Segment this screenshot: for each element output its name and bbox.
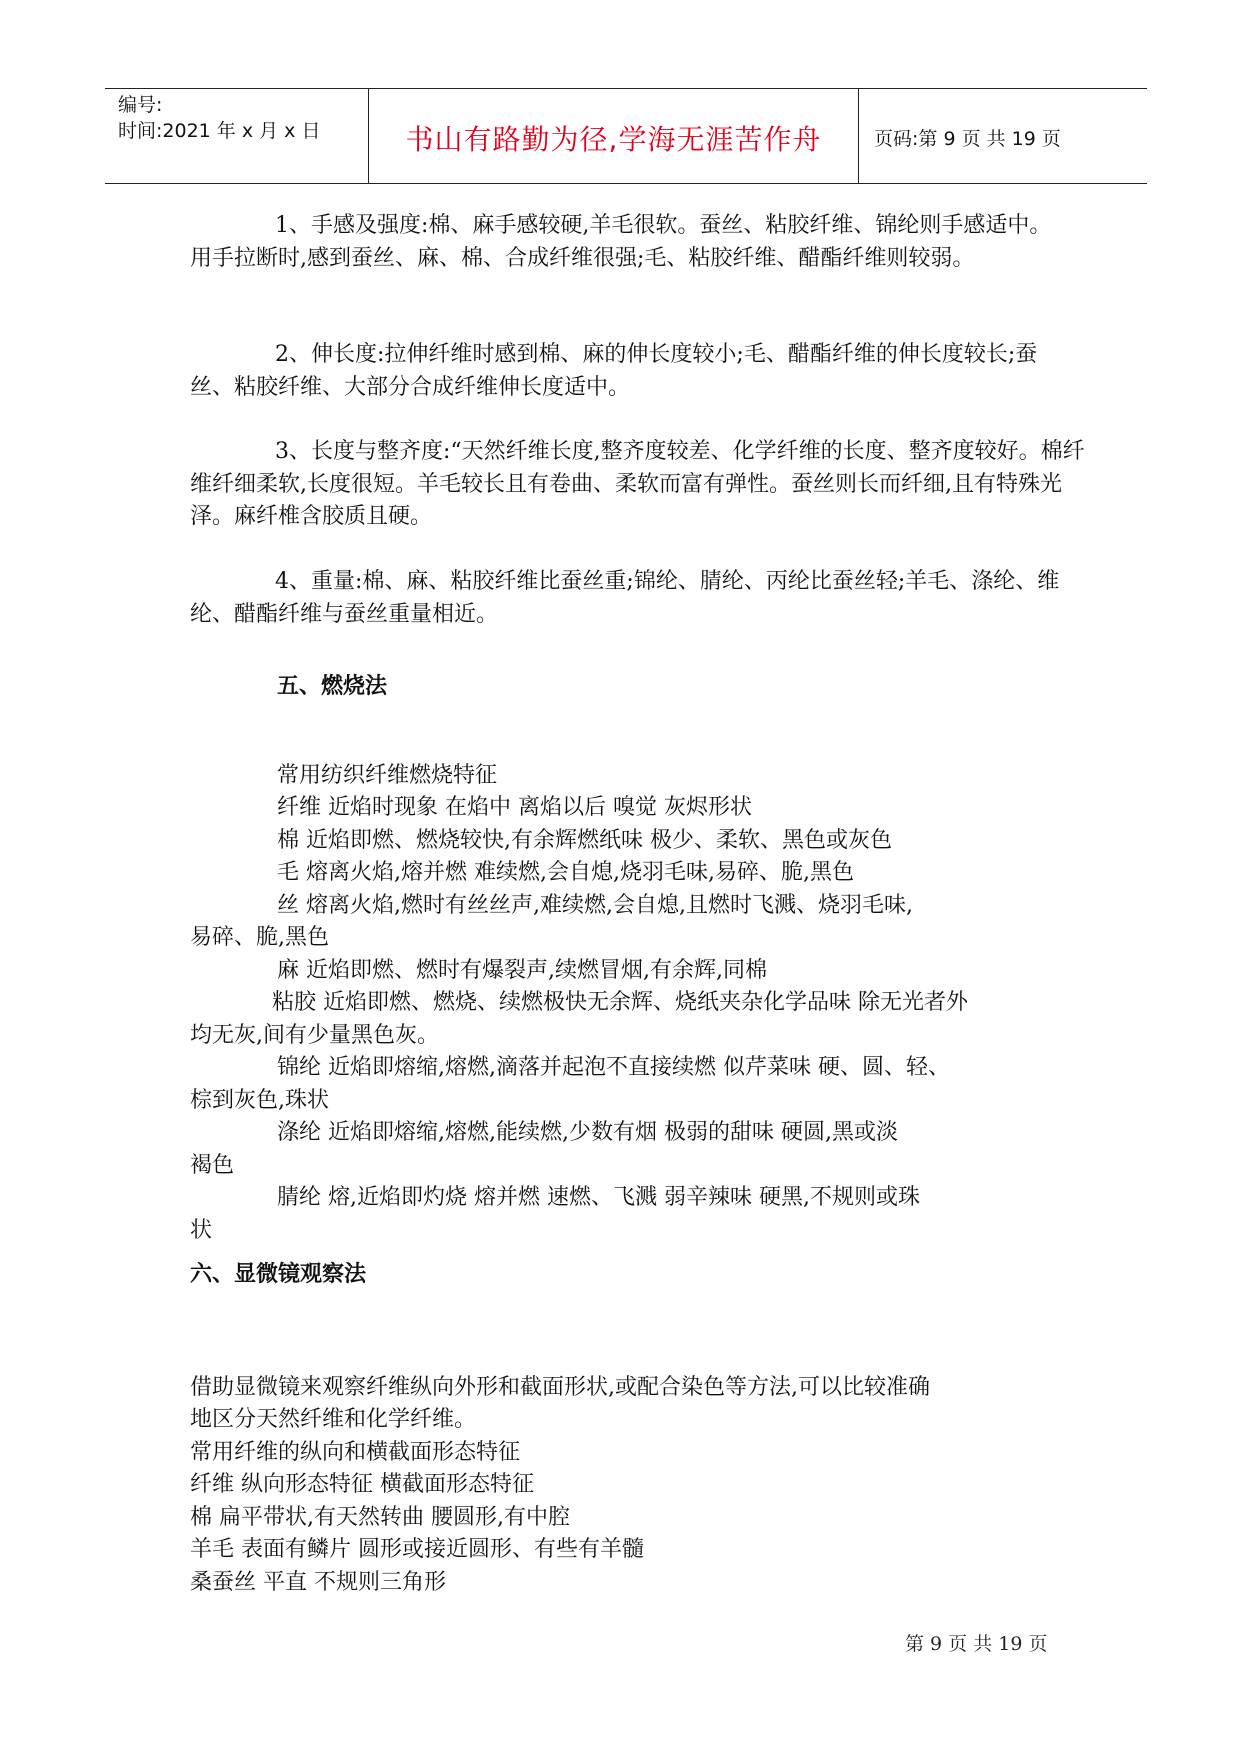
burn-row-silk: 丝 熔离火焰,燃时有丝丝声,难续燃,会自熄,且燃时飞溅、烧羽毛味, [277, 893, 913, 918]
number-label: 编号: [118, 94, 163, 116]
burn-row-viscose-cont: 均无灰,间有少量黑色灰。 [190, 1023, 439, 1048]
section-heading-burning: 五、燃烧法 [277, 674, 388, 699]
micro-row-wool: 羊毛 表面有鳞片 圆形或接近圆形、有些有羊髓 [190, 1537, 644, 1562]
header-meta [118, 92, 320, 144]
header-motto: 书山有路勤为径,学海无涯苦作舟 [405, 123, 822, 156]
header-bottom-rule [105, 183, 1147, 184]
paragraph-length: 3、长度与整齐度:“天然纤维长度,整齐度较差、化学纤维的长度、整齐度较好。棉纤维纤细柔软,长度很短。羊毛较长且有卷曲、柔软而富有弹性。蚕丝则长而纤细,且有特殊光泽。麻纤椎含胶质且硬。 [190, 439, 1085, 529]
burn-row-acrylic: 腈纶 熔,近焰即灼烧 熔并燃 速燃、飞溅 弱辛辣味 硬黑,不规则或珠 [277, 1185, 920, 1210]
micro-intro: 借助显微镜来观察纤维纵向外形和截面形状,或配合染色等方法,可以比较准确 [190, 1375, 930, 1400]
page-footer: 第 9 页 共 19 页 [905, 1633, 1048, 1655]
header-top-rule [105, 88, 1147, 89]
burn-row-silk-cont: 易碎、脆,黑色 [190, 925, 329, 950]
micro-row-cotton: 棉 扁平带状,有天然转曲 腰圆形,有中腔 [190, 1505, 570, 1530]
burn-table-title: 常用纺织纤维燃烧特征 [277, 763, 498, 788]
paragraph-weight: 4、重量:棉、麻、粘胶纤维比蚕丝重;锦纶、腈纶、丙纶比蚕丝轻;羊毛、涤纶、维纶、醋酯纤维与蚕丝重量相近。 [190, 569, 1060, 627]
burn-table-header: 纤维 近焰时现象 在焰中 离焰以后 嗅觉 灰烬形状 [277, 795, 752, 820]
micro-row-silk: 桑蚕丝 平直 不规则三角形 [190, 1570, 446, 1595]
micro-table-header: 纤维 纵向形态特征 横截面形态特征 [190, 1472, 534, 1497]
burn-row-wool: 毛 熔离火焰,熔并燃 难续燃,会自熄,烧羽毛味,易碎、脆,黑色 [277, 860, 854, 885]
burn-row-acrylic-cont: 状 [190, 1218, 213, 1243]
header-page-label: 页码:第 9 页 共 19 页 [874, 128, 1061, 150]
paragraph-elongation: 2、伸长度:拉伸纤维时感到棉、麻的伸长度较小;毛、醋酯纤维的伸长度较长;蚕丝、粘胶纤维、大部分合成纤维伸长度适中。 [190, 342, 1038, 400]
paragraph-hand-feel: 1、手感及强度:棉、麻手感较硬,羊毛很软。蚕丝、粘胶纤维、锦纶则手感适中。用手拉断时,感到蚕丝、麻、棉、合成纤维很强;毛、粘胶纤维、醋酯纤维则较弱。 [190, 213, 1052, 271]
burn-row-viscose: 粘胶 近焰即燃、燃烧、续燃极快无余辉、烧纸夹杂化学品味 除无光者外 [272, 990, 968, 1015]
micro-table-title: 常用纤维的纵向和横截面形态特征 [190, 1440, 521, 1465]
burn-row-nylon: 锦纶 近焰即熔缩,熔燃,滴落并起泡不直接续燃 似芹菜味 硬、圆、轻、 [277, 1055, 950, 1080]
burn-row-polyester: 涤纶 近焰即熔缩,熔燃,能续燃,少数有烟 极弱的甜味 硬圆,黑或淡 [277, 1120, 898, 1145]
burn-row-cotton: 棉 近焰即燃、燃烧较快,有余辉燃纸味 极少、柔软、黑色或灰色 [277, 828, 892, 853]
burn-row-hemp: 麻 近焰即燃、燃时有爆裂声,续燃冒烟,有余辉,同棉 [277, 958, 767, 983]
header-divider-right [858, 89, 859, 183]
burn-row-nylon-cont: 棕到灰色,珠状 [190, 1088, 329, 1113]
section-heading-microscope: 六、显微镜观察法 [190, 1262, 367, 1287]
burn-row-polyester-cont: 褐色 [190, 1153, 235, 1178]
time-label: 时间:2021 年 x 月 x 日 [118, 120, 321, 142]
micro-intro-cont: 地区分天然纤维和化学纤维。 [190, 1407, 477, 1432]
